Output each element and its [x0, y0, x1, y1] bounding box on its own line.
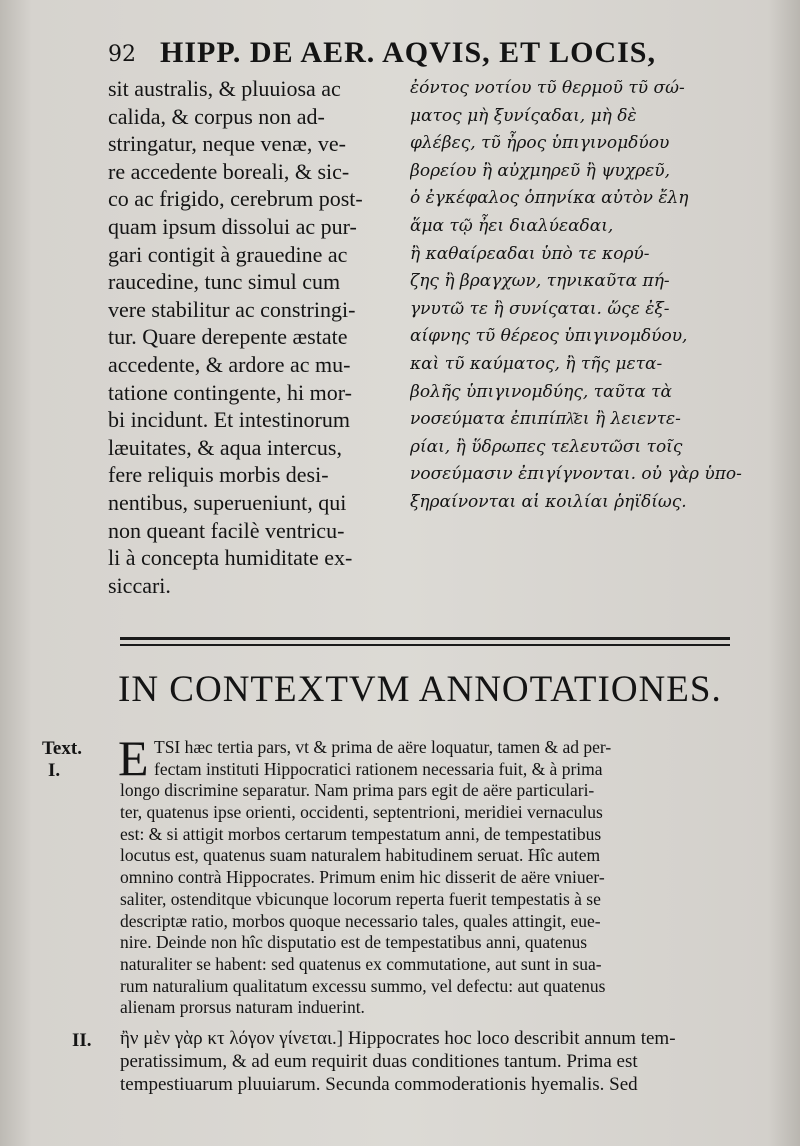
greek-line: νοσεύματα ἐπιπίπλ͂ει ἢ λειεντε- — [410, 409, 681, 430]
latin-line: calida, & corpus non ad- — [108, 103, 325, 129]
greek-line: ὁ ἐγκέφαλος ὁπηνίκα αὐτὸν ἔλη — [410, 188, 689, 209]
section-title: IN CONTEXTVM ANNOTATIONES. — [118, 669, 722, 710]
running-title: HIPP. DE AER. AQVIS, ET LOCIS, — [160, 36, 656, 69]
greek-line: καὶ τῦ καύματος, ἢ τῆς μετα- — [410, 353, 663, 374]
page-number: 92 — [108, 42, 136, 67]
latin-line: stringatur, neque venæ, ve- — [108, 131, 346, 157]
annotation-line: locutus est, quatenus suam naturalem habitudinem seruat. Hîc autem — [120, 845, 601, 866]
annotation-line: longo discrimine separatur. Nam prima pars egit de aëre particulari- — [120, 780, 595, 801]
annotation-block-2 — [120, 1027, 735, 1096]
greek-line: ξηραίνονται αἱ κοιλίαι ῥηϊδίως. — [410, 491, 687, 512]
annotation-line: est: & si attigit morbos certarum tempestatum anni, de tempestatibus — [120, 823, 602, 844]
latin-line: læuitates, & aqua intercus, — [108, 434, 342, 460]
drop-cap: E — [118, 730, 149, 786]
annotation-line: saliter, ostenditque vbicunque locorum reperta fuerit tempestatis à se — [120, 888, 601, 909]
annotation-line: ter, quatenus ipse orienti, occidenti, septentrioni, meridiei vernaculus — [120, 802, 603, 823]
section-divider — [120, 637, 730, 640]
greek-line: ρίαι, ἢ ὕδρωπες τελευτῶσι τοῖς — [410, 436, 683, 457]
annotation-line: omnino contrà Hippocrates. Primum enim hic disserit de aëre vniuer- — [120, 867, 605, 888]
latin-line: nentibus, superueniunt, qui — [108, 489, 347, 515]
greek-line: νοσεύμασιν ἐπιγίγνονται. οὐ γὰρ ὑπο- — [410, 464, 742, 485]
greek-line: ἢ καθαίρεαδαι ὑπὸ τε κορύ- — [410, 243, 650, 264]
latin-line: fere reliquis morbis desi- — [108, 462, 329, 488]
latin-line: vere stabilitur ac constringi- — [108, 296, 356, 322]
latin-line: siccari. — [108, 572, 171, 598]
annotation-block — [118, 730, 735, 1019]
latin-line: bi incidunt. Et intestinorum — [108, 407, 350, 433]
latin-line: tatione contingente, hi mor- — [108, 379, 352, 405]
greek-line: γνυτῶ τε ἢ συνίςαται. ὥςε ἐξ- — [410, 298, 670, 319]
annotation-line: naturaliter se habent: sed quatenus ex commutatione, aut sunt in sua- — [120, 953, 602, 974]
greek-line: ζης ἢ βραγχων, τηνικαῦτα πή- — [410, 271, 670, 292]
latin-line: tur. Quare derepente æstate — [108, 324, 348, 350]
greek-column — [410, 75, 750, 517]
annotation-line: nire. Deinde non hîc disputatio est de tempestatibus anni, quatenus — [120, 932, 588, 953]
greek-line: ἅμα τῷ ἦει διαλύεαδαι, — [410, 215, 614, 236]
text-marker-number: I. — [48, 760, 61, 781]
annotation-line: TSI hæc tertia pars, vt & prima de aëre loquatur, tamen & ad per- — [154, 737, 612, 757]
annotation-line: peratissimum, & ad eum requirit duas conditiones tantum. Prima est — [120, 1051, 638, 1072]
latin-line: sit australis, & pluuiosa ac — [108, 76, 341, 101]
annotation-line: alienam prorsus naturam induerint. — [120, 997, 365, 1018]
annotation-line: fectam instituti Hippocratici rationem necessaria fuit, & à prima — [154, 758, 603, 779]
text-marker: Text. — [42, 738, 82, 759]
latin-line: raucedine, tunc simul cum — [108, 269, 341, 295]
latin-line: non queant facilè ventricu- — [108, 517, 345, 543]
latin-line: li à concepta humiditate ex- — [108, 545, 353, 571]
page-header — [100, 34, 780, 74]
annotation-line: ἢν μὲν γὰρ κτ λόγον γίνεται.] Hippocrates hoc loco describit annum tem- — [120, 1028, 676, 1049]
greek-line: φλέβες, τῦ ἦρος ὑπιγινομδύου — [410, 133, 670, 154]
text-marker-number: II. — [72, 1030, 92, 1051]
latin-line: re accedente boreali, & sic- — [108, 158, 350, 184]
latin-line: co ac frigido, cerebrum post- — [108, 186, 363, 212]
greek-line: βολῆς ὑπιγινομδύης, ταῦτα τὰ — [410, 381, 673, 402]
latin-line: quam ipsum dissolui ac pur- — [108, 213, 357, 239]
greek-line: ἐόντος νοτίου τῦ θερμοῦ τῦ σώ- — [410, 78, 685, 98]
annotation-line: descriptæ ratio, morbos quoque necessario tales, quales attingit, eue- — [120, 910, 601, 931]
greek-line: ματος μὴ ξυνίςαδαι, μὴ δὲ — [410, 105, 637, 126]
greek-line: βορείου ἢ αὐχμηρεῦ ἢ ψυχρεῦ, — [410, 160, 671, 181]
latin-line: gari contigit à grauedine ac — [108, 241, 348, 267]
annotation-line: rum naturalium qualitatum excessu summo, vel defectu: aut quatenus — [120, 975, 606, 996]
latin-line: accedente, & ardore ac mu- — [108, 351, 351, 377]
section-divider — [120, 644, 730, 646]
latin-column — [108, 75, 398, 599]
annotation-line: tempestiuarum pluuiarum. Secunda commoderationis hyemalis. Sed — [120, 1074, 638, 1095]
greek-line: αίφνης τῦ θέρεος ὑπιγινομδύου, — [410, 326, 688, 347]
